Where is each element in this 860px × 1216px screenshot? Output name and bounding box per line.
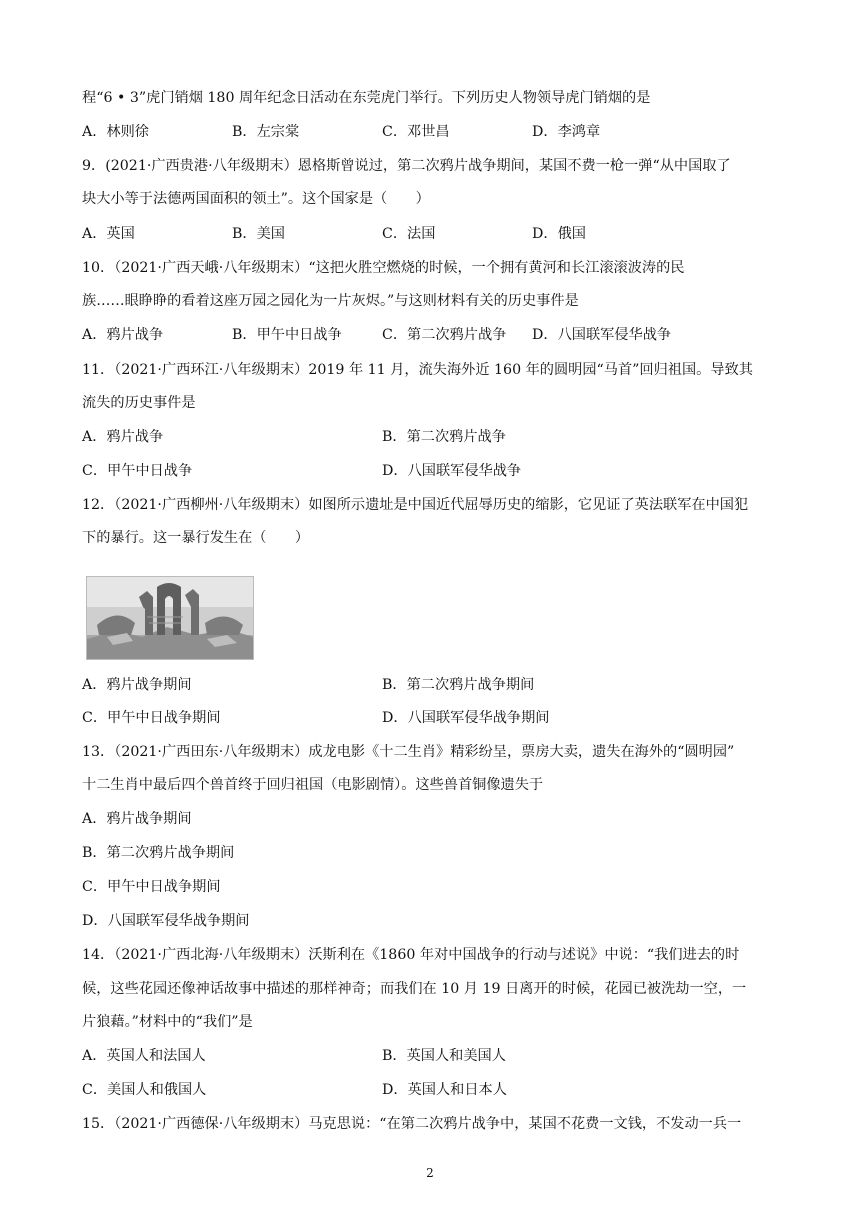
- q14-option-b: B．英国人和美国人: [382, 1048, 506, 1064]
- q11-option-b: B．第二次鸦片战争: [382, 429, 506, 445]
- ruins-image: [87, 577, 253, 659]
- q11-option-c: C．甲午中日战争: [82, 463, 193, 479]
- q11-option-d: D．八国联军侵华战争: [382, 463, 522, 479]
- q14-option-a: A．英国人和法国人: [82, 1048, 206, 1064]
- yuanmingyuan-ruins-photo: [86, 576, 254, 660]
- q13-option-d: D．八国联军侵华战争期间: [82, 913, 250, 929]
- q8-option-b: B．左宗棠: [232, 124, 300, 140]
- q13-line-2: 十二生肖中最后四个兽首终于回归祖国（电影剧情）。这些兽首铜像遗失于: [82, 777, 544, 793]
- q12-line-1: 12．（2021·广西柳州·八年级期末）如图所示遗址是中国近代屈辱历史的缩影，它见证了英法联军在中国犯: [82, 497, 749, 513]
- q13-line-1: 13．（2021·广西田东·八年级期末）成龙电影《十二生肖》精彩纷呈，票房大卖，遗失在海外的“圆明园”: [82, 744, 735, 760]
- q10-option-d: D．八国联军侵华战争: [532, 327, 672, 343]
- q9-line-1: 9．(2021·广西贵港·八年级期末）恩格斯曾说过，第二次鸦片战争期间，某国不费一枪一弹“从中国取了: [82, 158, 731, 174]
- q8-option-a: A．林则徐: [82, 124, 149, 140]
- q12-option-b: B．第二次鸦片战争期间: [382, 677, 535, 693]
- q10-line-2: 族……眼睁睁的看着这座万园之园化为一片灰烬。”与这则材料有关的历史事件是: [82, 293, 579, 309]
- q12-option-a: A．鸦片战争期间: [82, 677, 192, 693]
- q8-option-c: C．邓世昌: [382, 124, 450, 140]
- q9-option-c: C．法国: [382, 226, 436, 242]
- page-number: 2: [426, 1166, 434, 1180]
- q10-option-b: B．甲午中日战争: [232, 327, 342, 343]
- q9-option-d: D．俄国: [532, 226, 586, 242]
- q12-option-d: D．八国联军侵华战争期间: [382, 710, 550, 726]
- q8-text: 程“6 • 3”虎门销烟 180 周年纪念日活动在东莞虎门举行。下列历史人物领导虎门销烟的是: [82, 90, 651, 106]
- q13-option-a: A．鸦片战争期间: [82, 811, 192, 827]
- q10-line-1: 10．（2021·广西天峨·八年级期末）“这把火胜空燃烧的时候，一个拥有黄河和长江滚滚波涛的民: [82, 260, 685, 276]
- q11-option-a: A．鸦片战争: [82, 429, 164, 445]
- q11-line-1: 11．（2021·广西环江·八年级期末）2019 年 11 月，流失海外近 160 年的圆明园“马首”回归祖国。导致其: [82, 362, 753, 378]
- q12-option-c: C．甲午中日战争期间: [82, 710, 221, 726]
- q9-option-b: B．美国: [232, 226, 285, 242]
- q14-line-1: 14．（2021·广西北海·八年级期末）沃斯利在《1860 年对中国战争的行动与述说》中说：“我们进去的时: [82, 947, 740, 963]
- q14-line-3: 片狼藉。”材料中的“我们”是: [82, 1014, 253, 1030]
- q10-option-a: A．鸦片战争: [82, 327, 164, 343]
- q9-option-a: A．英国: [82, 226, 135, 242]
- q9-line-2: 块大小等于法德两国面积的领土”。这个国家是（ ）: [82, 191, 430, 207]
- q8-option-d: D．李鸿章: [532, 124, 601, 140]
- q14-option-c: C．美国人和俄国人: [82, 1082, 207, 1098]
- q11-line-2: 流失的历史事件是: [82, 395, 196, 411]
- q14-line-2: 候，这些花园还像神话故事中描述的那样神奇；而我们在 10 月 19 日离开的时候，花园已被洗劫一空，一: [82, 981, 747, 997]
- q13-option-c: C．甲午中日战争期间: [82, 879, 221, 895]
- q15-line-1: 15．（2021·广西德保·八年级期末）马克思说：“在第二次鸦片战争中，某国不花费一文钱，不发动一兵一: [82, 1116, 742, 1132]
- q13-option-b: B．第二次鸦片战争期间: [82, 845, 235, 861]
- q10-option-c: C．第二次鸦片战争: [382, 327, 507, 343]
- q14-option-d: D．英国人和日本人: [382, 1082, 507, 1098]
- q12-line-2: 下的暴行。这一暴行发生在（ ）: [82, 530, 310, 546]
